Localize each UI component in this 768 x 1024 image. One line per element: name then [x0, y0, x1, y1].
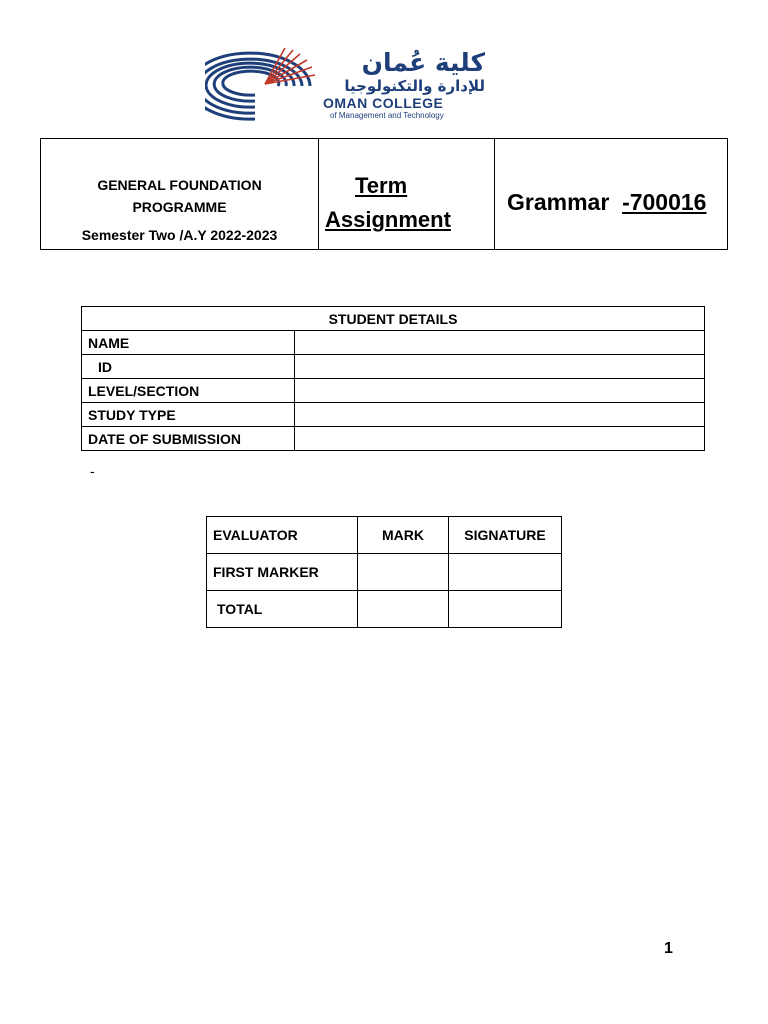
- table-row: [82, 331, 705, 355]
- level-section-field[interactable]: [295, 379, 705, 403]
- date-of-submission-label: DATE OF SUBMISSION: [82, 427, 295, 451]
- first-marker-label: FIRST MARKER: [207, 554, 358, 591]
- date-of-submission-field[interactable]: [295, 427, 705, 451]
- student-details-title: STUDENT DETAILS: [82, 307, 705, 331]
- course-cell: [495, 139, 727, 249]
- table-row: [82, 427, 705, 451]
- level-section-label: LEVEL/SECTION: [82, 379, 295, 403]
- course-code: -700016: [622, 189, 707, 215]
- programme-cell: [41, 139, 319, 249]
- programme-line2: PROGRAMME: [132, 199, 227, 215]
- table-row: [82, 355, 705, 379]
- logo-english-subtitle: of Management and Technology: [330, 111, 444, 120]
- total-label: TOTAL: [207, 591, 358, 628]
- course-title: [507, 189, 706, 216]
- logo-english-name: OMAN COLLEGE: [323, 95, 444, 111]
- assignment-line2: Assignment: [325, 207, 451, 232]
- id-label: ID: [82, 355, 295, 379]
- assignment-type-cell: [319, 139, 495, 249]
- page-number: 1: [664, 940, 673, 957]
- semester-label: Semester Two /A.Y 2022-2023: [81, 227, 278, 243]
- programme-line1: GENERAL FOUNDATION: [97, 177, 262, 193]
- name-label: NAME: [82, 331, 295, 355]
- evaluation-table: [206, 516, 562, 628]
- table-row: [82, 403, 705, 427]
- mark-header: MARK: [358, 517, 449, 554]
- course-name: Grammar: [507, 189, 610, 215]
- total-signature-field[interactable]: [449, 591, 562, 628]
- header-table: [40, 138, 728, 250]
- evaluator-header: EVALUATOR: [207, 517, 358, 554]
- first-marker-mark-field[interactable]: [358, 554, 449, 591]
- name-field[interactable]: [295, 331, 705, 355]
- table-header-row: [207, 517, 562, 554]
- first-marker-signature-field[interactable]: [449, 554, 562, 591]
- study-type-field[interactable]: [295, 403, 705, 427]
- study-type-label: STUDY TYPE: [82, 403, 295, 427]
- total-mark-field[interactable]: [358, 591, 449, 628]
- assignment-line1: Term: [355, 173, 408, 198]
- table-row: [82, 379, 705, 403]
- student-details-table: [81, 306, 705, 451]
- dash-mark: -: [90, 463, 95, 479]
- table-row: [207, 591, 562, 628]
- id-field[interactable]: [295, 355, 705, 379]
- signature-header: SIGNATURE: [449, 517, 562, 554]
- table-row: [207, 554, 562, 591]
- logo-arabic-subtitle: للإدارة والتكنولوجيا: [344, 77, 485, 95]
- logo-arabic-name: كلية عُمان: [361, 48, 485, 77]
